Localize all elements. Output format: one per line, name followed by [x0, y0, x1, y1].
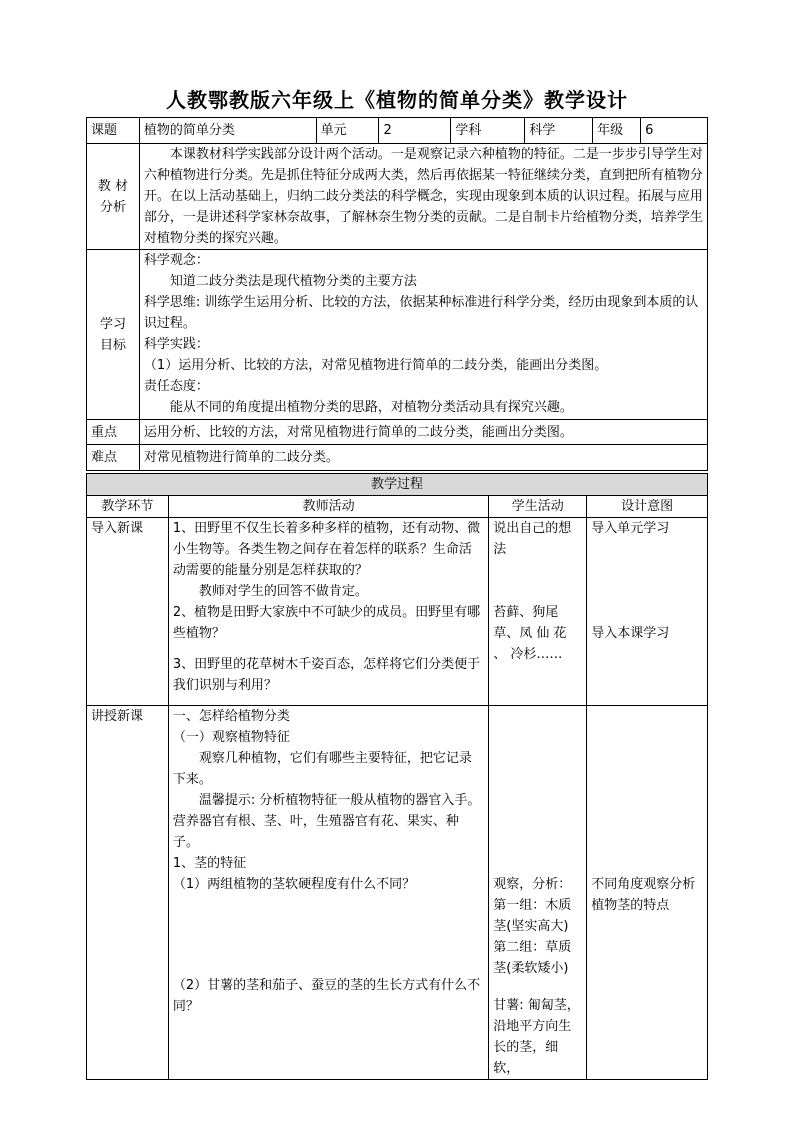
- grade-label: 年级: [593, 118, 641, 144]
- grade-value: 6: [641, 118, 708, 144]
- objectives-label: 学习 目标: [87, 250, 140, 420]
- difficulty-label: 难点: [87, 445, 140, 471]
- analysis-text: 本课教材科学实践部分设计两个活动。一是观察记录六种植物的特征。二是一步步引导学生对六种植物进行分类。先是抓住特征分成两大类，然后再依据某一特征继续分类，直到把所有植物分开。在以上活动基础上，归纳二歧分类法的科学概念，实现由现象到本质的认识过程。拓展与应用部分，一是讲述科学家林奈故事，了解林奈生物分类的贡献。二是自制卡片给植物分类，培养学生对植物分类的探究兴趣。: [139, 144, 707, 250]
- unit-value: 2: [379, 118, 451, 144]
- subject-label: 学科: [451, 118, 525, 144]
- key-point-text: 运用分析、比较的方法，对常见植物进行简单的二歧分类，能画出分类图。: [139, 420, 707, 445]
- topic-value: 植物的简单分类: [139, 118, 316, 144]
- intro-teacher-activity: 1、田野里不仅生长着多种多样的植物，还有动物、微小生物等。各类生物之间存在着怎样的联系？生命活动需要的能量分别是怎样获取的？ 教师对学生的回答不做肯定。 2、植物是田野大家族中不可缺少的成员。田野里有哪些植物？ 3、田野里的花草树木千姿百态，怎样将它们分类便于我们识别与利用？: [168, 518, 488, 706]
- objectives-text: 科学观念： 知道二歧分类法是现代植物分类的主要方法 科学思维: 训练学生运用分析、比较的方法，依据某种标准进行科学分类，经历由现象到本质的认识过程。 科学实践： （1）运用分析、比较的方法，对常见植物进行简单的二歧分类，能画出分类图。 责任态度： 能从不同的角度提出植物分类的思路，对植物分类活动具有探究兴趣。: [139, 250, 707, 420]
- info-table: [86, 117, 708, 471]
- topic-label: 课题: [87, 118, 140, 144]
- analysis-label: 教 材 分析: [87, 144, 140, 250]
- intro-stage: 导入新课: [87, 518, 169, 706]
- subject-value: 科学: [525, 118, 593, 144]
- process-header: 教学过程: [87, 474, 708, 496]
- intro-student-activity: 说出自己的想法 苔藓、狗尾草、凤 仙 花 、 冷杉……: [489, 518, 587, 706]
- intro-design-intent: 导入单元学习 导入本课学习: [587, 518, 708, 706]
- teach-design-intent: 不同角度观察分析植物茎的特点: [587, 706, 708, 1080]
- col-teacher-header: 教师活动: [168, 496, 488, 518]
- col-stage-header: 教学环节: [87, 496, 169, 518]
- unit-label: 单元: [316, 118, 379, 144]
- process-table: [86, 473, 708, 1080]
- teach-teacher-activity: 一、怎样给植物分类 （一）观察植物特征 观察几种植物，它们有哪些主要特征，把它记录下来。 温馨提示: 分析植物特征一般从植物的器官入手。营养器官有根、茎、叶，生殖器官有花、果实、种子。 1、茎的特征 （1）两组植物的茎软硬程度有什么不同？ （2）甘薯的茎和茄子、蚕豆的茎的生长方式有什么不同？: [168, 706, 488, 1080]
- col-intent-header: 设计意图: [587, 496, 708, 518]
- teach-student-activity: 观察，分析： 第一组：木质茎(坚实高大) 第二组：草质茎(柔软矮小) 甘薯: 匍匐茎，沿地平方向生长的茎，细软，: [489, 706, 587, 1080]
- col-student-header: 学生活动: [489, 496, 587, 518]
- key-point-label: 重点: [87, 420, 140, 445]
- teach-stage: 讲授新课: [87, 706, 169, 1080]
- difficulty-text: 对常见植物进行简单的二歧分类。: [139, 445, 707, 471]
- document-title: 人教鄂教版六年级上《植物的简单分类》教学设计: [166, 88, 628, 112]
